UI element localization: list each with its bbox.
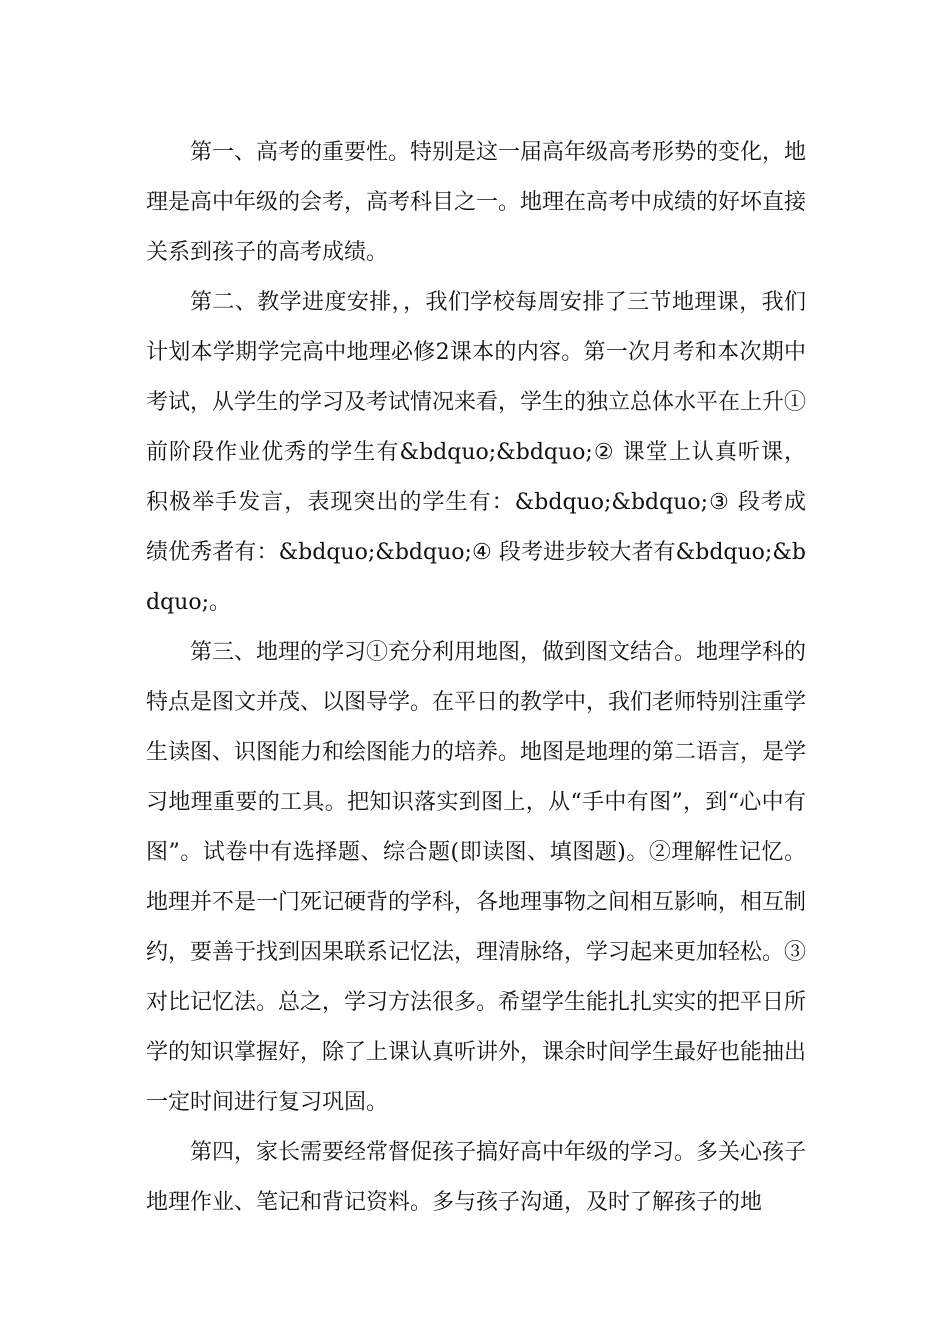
paragraph-2: 第二、教学进度安排，，我们学校每周安排了三节地理课，我们计划本学期学完高中地理必修2课本的内容。第一次月考和本次期中考试，从学生的学习及考试情况来看，学生的独立总体水平在上升①前阶段作业优秀的学生有&bdquo;&bdquo;② 课堂上认真听课，积极举手发言，表现突出的学生有：&bdquo;&bdquo;③ 段考成绩优秀者有：&bdquo;&bdquo;④ 段考进步较大者有&bdquo;&bdquo;。 [146, 290, 807, 615]
paragraph-3: 第三、地理的学习①充分利用地图，做到图文结合。地理学科的特点是图文并茂、以图导学。在平日的教学中，我们老师特别注重学生读图、识图能力和绘图能力的培养。地图是地理的第二语言，是学习地理重要的工具。把知识落实到图上，从“手中有图”，到“心中有图”。试卷中有选择题、综合题(即读图、填图题)。②理解性记忆。地理并不是一门死记硬背的学科，各地理事物之间相互影响，相互制约，要善于找到因果联系记忆法，理清脉络，学习起来更加轻松。③对比记忆法。总之，学习方法很多。希望学生能扎扎实实的把平日所学的知识掌握好，除了上课认真听讲外，课余时间学生最好也能抽出一定时间进行复习巩固。 [146, 640, 807, 1115]
document-body [146, 128, 806, 1228]
paragraph-1: 第一、高考的重要性。特别是这一届高年级高考形势的变化，地理是高中年级的会考，高考科目之一。地理在高考中成绩的好坏直接关系到孩子的高考成绩。 [146, 140, 807, 265]
paragraph-4: 第四，家长需要经常督促孩子搞好高中年级的学习。多关心孩子地理作业、笔记和背记资料。多与孩子沟通，及时了解孩子的地 [146, 1140, 807, 1215]
